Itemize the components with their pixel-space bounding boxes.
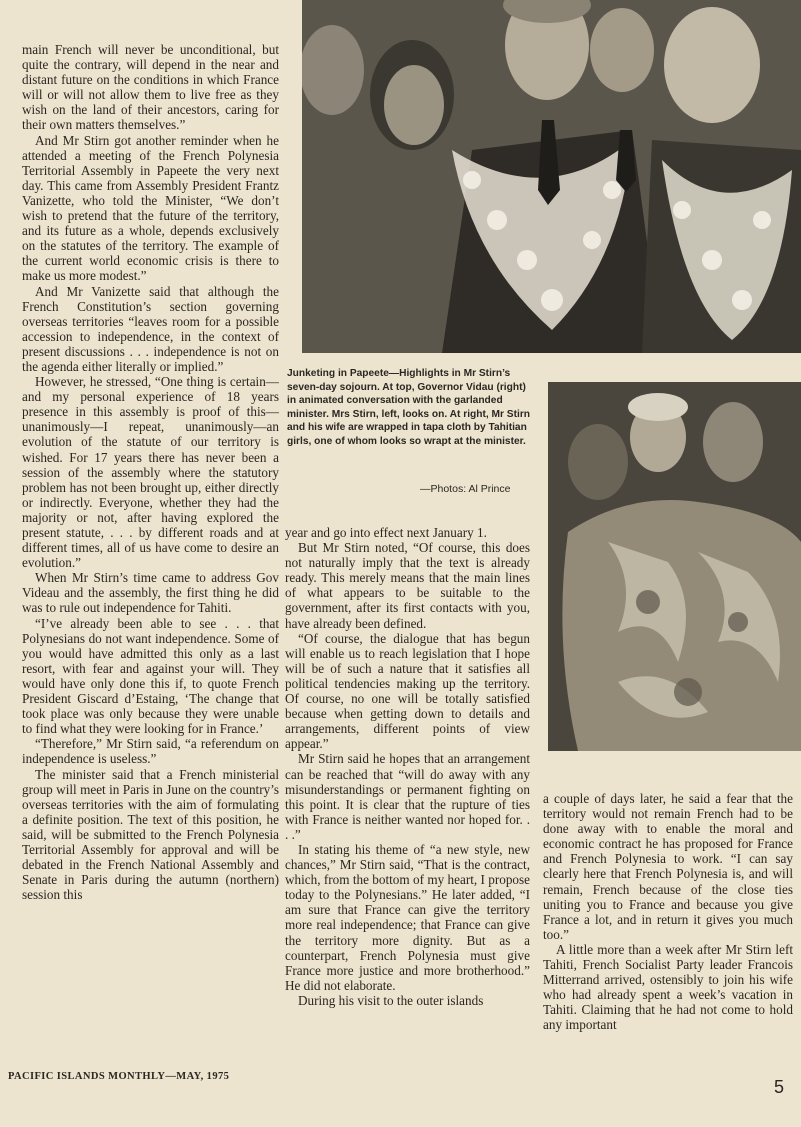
paragraph: And Mr Vanizette said that although the French Constitution’s section governing overseas territories “leaves room for a possible accession to independence, in the context of present discussions . . . independence is not on the agenda either literally or implied.”	[22, 283, 279, 374]
paragraph: a couple of days later, he said a fear that the territory would not remain French had to be done away with to enable the moral and economic contract he has proposed for France and French Polynesia to work. “I can say clearly here that French Polynesia is, and will remain, French because of the close ties uniting you to France and because you give France a lot, and in return it gives you much too.”	[543, 791, 793, 942]
paragraph: Mr Stirn said he hopes that an arrangement can be reached that “will do away with any misunderstandings or permanent fighting on this point. It is clear that the rupture of ties with France is neither wanted nor hoped for. . . .”	[285, 751, 530, 842]
paragraph: “Of course, the dialogue that has begun will enable us to reach legislation that I hope will be of such a nature that it satisfies all political tendencies making up the territory. Of course, no one will be totally satisfied because when getting down to details and arrangements, different points of view appear.”	[285, 630, 530, 752]
paragraph: A little more than a week after Mr Stirn left Tahiti, French Socialist Party leader Francois Mitterrand arrived, ostensibly to join his wife who had already spent a week’s vacation in Tahiti. Claiming that he had not come to hold any important	[543, 941, 793, 1033]
photo-credit: —Photos: Al Prince	[420, 483, 511, 495]
paragraph: main French will never be unconditional, but quite the contrary, will depend in the near and distant future on the conditions in which France will or will not allow them to live free as they wish on the land of their ancestors, caring for their own matters themselves.”	[22, 42, 279, 133]
paragraph: year and go into effect next January 1.	[285, 525, 487, 540]
paragraph: “I’ve already been able to see . . . that Polynesians do not want independence. Some of you would have admitted this only as a last resort, with fear and against your will. They would have only done this if, to quote French President Giscard d’Estaing, ‘The change that took place was only because they were unable to find what they were looking for in France.’	[22, 615, 279, 737]
photo-garlanded-minister	[302, 0, 801, 353]
paragraph: And Mr Stirn got another reminder when he attended a meeting of the French Polynesia Territorial Assembly in Papeete the very next day. This came from Assembly President Frantz Vanizette, who told the Minister, “We don’t wish to pretend that the future of the territory, and its future as a whole, depends exclusively on the statutes of the territory. The example of the current world economic crisis is there to make us more modest.”	[22, 132, 279, 284]
paragraph: But Mr Stirn noted, “Of course, this does not naturally imply that the text is already ready. This merely means that the main lines of what appears to be suitable to the government, after its first contacts with you, have already been defined.	[285, 540, 530, 631]
paragraph: In stating his theme of “a new style, new chances,” Mr Stirn said, “That is the contract, which, from the bottom of my heart, I propose today to the Polynesians.” He later added, “I am sure that France can give the territory more real independence; that France can give the territory more dignity. But as a counterpart, French Polynesia must give France more justice and more brotherhood.” He did not elaborate.	[285, 841, 530, 993]
article-column-1	[22, 42, 279, 902]
photo-right-illustration	[548, 382, 801, 751]
paragraph: The minister said that a French ministerial group will meet in Paris in June on the country’s overseas territories with the aim of formulating a definite position. The text of this position, he said, will be submitted to the French Polynesia Territorial Assembly for approval and will be debated in the French National Assembly and Senate in Paris during the autumn (northern) session this	[22, 766, 279, 903]
photo-top-illustration	[302, 0, 801, 353]
paragraph: “Therefore,” Mr Stirn said, “a referendum on independence is useless.”	[22, 736, 279, 767]
magazine-footer: PACIFIC ISLANDS MONTHLY—MAY, 1975	[8, 1071, 230, 1082]
article-column-2	[285, 525, 530, 1008]
photo-caption: Junketing in Papeete—Highlights in Mr Stirn’s seven-day sojourn. At top, Governor Vidau (right) in animated conversation with the garlanded minister. Mrs Stirn, left, looks on. At right, Mr Stirn and his wife are wrapped in tapa cloth by Tahitian girls, one of whom looks so wrapt at the minister.	[287, 368, 531, 447]
page-number: 5	[774, 1077, 785, 1097]
photo-tapa-cloth	[548, 382, 801, 751]
paragraph: However, he stressed, “One thing is certain—and my personal experience of 18 years presence in this assembly is proof of this—unanimously—I repeat, unanimously—an evolution of the statute of our territory is wished. For 17 years there has never been a session of the assembly where the statutory problem has not been brought up, either directly or indirectly. Everyone, whether they had the majority or not, after having explored the present statute, . . . by different roads and at different times, all of us have come to desire an evolution.”	[22, 374, 279, 571]
paragraph: During his visit to the outer islands	[298, 992, 484, 1008]
paragraph: When Mr Stirn’s time came to address Gov Videau and the assembly, the first thing he did was to rule out independence for Tahiti.	[22, 570, 279, 616]
article-column-3	[543, 791, 793, 1033]
